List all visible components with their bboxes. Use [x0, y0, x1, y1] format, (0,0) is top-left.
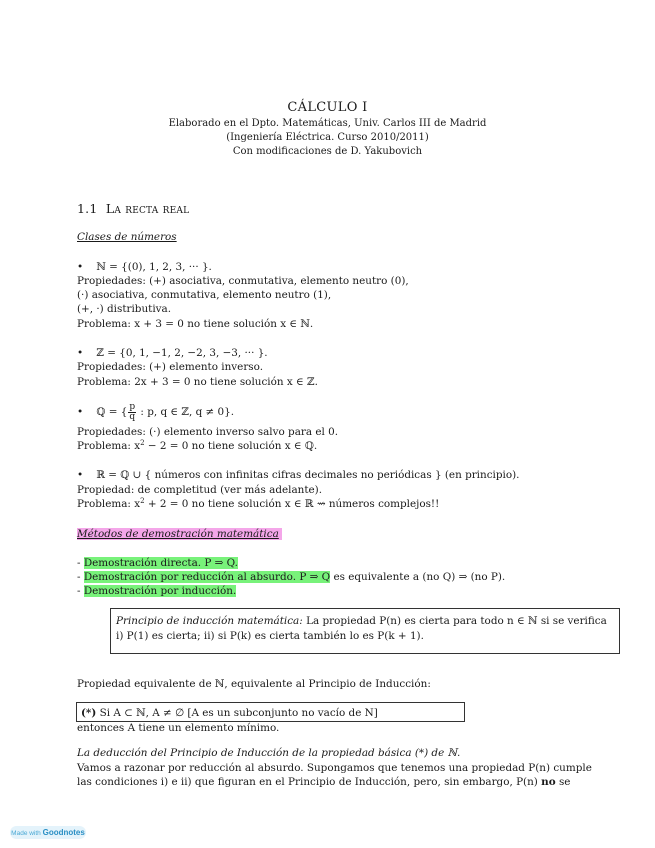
- metodo-item-absurdo: [77, 571, 505, 584]
- metodo-item-directa: [77, 557, 238, 570]
- integers-problem: Problema: 2x + 3 = 0 no tiene solución x ∈ ℤ.: [77, 376, 318, 388]
- deduccion-line-2-suffix: se: [555, 776, 571, 788]
- rationals-problem-exp: 2: [140, 439, 145, 447]
- rationals-prop: Propiedades: (·) elemento inverso salvo para el 0.: [77, 426, 339, 438]
- naturals-prop-1: Propiedades: (+) asociativa, conmutativa, elemento neutro (0),: [77, 275, 409, 287]
- metodos-heading-highlight: Métodos de demostración matemática: [77, 528, 282, 540]
- reals-set: ℝ = ℚ ∪ { números con infinitas cifras decimales no periódicas } (en principio).: [96, 469, 520, 481]
- deduccion-heading: La deducción del Principio de Inducción de la propiedad básica (*) de ℕ.: [77, 747, 461, 759]
- reals-problem: [77, 498, 439, 511]
- integers-item: • ℤ = {0, 1, −1, 2, −2, 3, −3, ··· }.: [77, 347, 268, 359]
- integers-set: ℤ = {0, 1, −1, 2, −2, 3, −3, ··· }.: [96, 347, 268, 359]
- naturals-prop-3: (+, ·) distributiva.: [77, 303, 172, 315]
- naturals-set: ℕ = {(0), 1, 2, 3, ··· }.: [96, 261, 212, 273]
- rationals-problem: [77, 440, 317, 453]
- star-text-1: Si A ⊂ ℕ, A ≠ ∅ [A es un subconjunto no vacío de N]: [96, 707, 378, 719]
- deduccion-line-2-bold: no: [541, 776, 556, 788]
- metodo-dash: -: [77, 585, 84, 597]
- rationals-set-prefix: ℚ = {: [96, 406, 128, 418]
- metodos-heading: [77, 528, 282, 541]
- metodo-absurdo-highlight: Demostración por reducción al absurdo. P ⇒ Q: [83, 571, 331, 583]
- naturals-problem: Problema: x + 3 = 0 no tiene solución x ∈ ℕ.: [77, 318, 314, 330]
- metodo-absurdo-rest: es equivalente a (no Q) ⇒ (no P).: [330, 571, 506, 583]
- badge-brand-text: Goodnotes: [42, 828, 85, 837]
- star-line-1: [81, 707, 378, 720]
- deduccion-line-2-prefix: las condiciones i) e ii) que figuran en el Principio de Inducción, pero, sin embargo, P(n): [77, 776, 542, 788]
- star-line-2: entonces A tiene un elemento mínimo.: [77, 722, 280, 734]
- deduccion-line-1: Vamos a razonar por reducción al absurdo. Supongamos que tenemos una propiedad P(n) cumple: [77, 762, 592, 774]
- principio-text-1: La propiedad P(n) es cierta para todo n ∈ ℕ si se verifica: [302, 615, 607, 627]
- reals-problem-exp: 2: [140, 497, 145, 505]
- section-title: La recta real: [105, 201, 190, 216]
- metodo-dash: -: [77, 571, 84, 583]
- section-heading: [77, 202, 189, 215]
- reals-item: • ℝ = ℚ ∪ { números con infinitas cifras decimales no periódicas } (en principio).: [77, 469, 520, 481]
- header-line-1: Elaborado en el Dpto. Matemáticas, Univ. Carlos III de Madrid: [168, 118, 487, 129]
- reals-problem-prefix: Problema: x: [77, 498, 141, 510]
- integers-prop: Propiedades: (+) elemento inverso.: [77, 361, 263, 373]
- metodo-directa-highlight: Demostración directa. P ⇒ Q.: [83, 557, 238, 569]
- rationals-fraction: [128, 403, 136, 422]
- naturals-item: • ℕ = {(0), 1, 2, 3, ··· }.: [77, 261, 212, 273]
- reals-problem-suffix: + 2 = 0 no tiene solución x ∈ ℝ ⇝ números complejos!!: [144, 498, 440, 510]
- metodo-item-induccion: [77, 585, 236, 598]
- principio-line-1: [116, 615, 607, 628]
- clases-heading: Clases de números: [77, 231, 177, 243]
- rationals-problem-suffix: − 2 = 0 no tiene solución x ∈ ℚ.: [144, 440, 318, 452]
- rationals-set-suffix: : p, q ∈ ℤ, q ≠ 0}.: [137, 406, 235, 418]
- rationals-item: • ℚ = { $\frac{p}{q}$ : p, q ∈ ℤ, q ≠ 0}.: [77, 401, 235, 422]
- rationals-problem-prefix: Problema: x: [77, 440, 141, 452]
- goodnotes-badge[interactable]: [10, 826, 86, 839]
- star-mark: (*): [81, 707, 97, 719]
- metodo-dash: -: [77, 557, 84, 569]
- naturals-prop-2: (·) asociativa, conmutativa, elemento neutro (1),: [77, 289, 332, 301]
- reals-prop: Propiedad: de completitud (ver más adelante).: [77, 484, 323, 496]
- document-title: CÁLCULO I: [287, 100, 368, 115]
- section-number: 1.1: [77, 201, 98, 216]
- principio-label: Principio de inducción matemática:: [116, 615, 303, 627]
- badge-small-text: Made with: [11, 830, 41, 837]
- deduccion-line-2: [77, 776, 570, 789]
- header-line-2: (Ingeniería Eléctrica. Curso 2010/2011): [226, 132, 429, 143]
- principio-line-2: i) P(1) es cierta; ii) si P(k) es cierta también lo es P(k + 1).: [116, 630, 424, 642]
- fraction-numerator: p: [129, 401, 136, 412]
- fraction-denominator: q: [129, 411, 136, 422]
- equivalente-text: Propiedad equivalente de ℕ, equivalente al Principio de Inducción:: [77, 678, 431, 690]
- header-line-3: Con modificaciones de D. Yakubovich: [232, 146, 423, 157]
- metodo-induccion-highlight: Demostración por inducción.: [83, 585, 237, 597]
